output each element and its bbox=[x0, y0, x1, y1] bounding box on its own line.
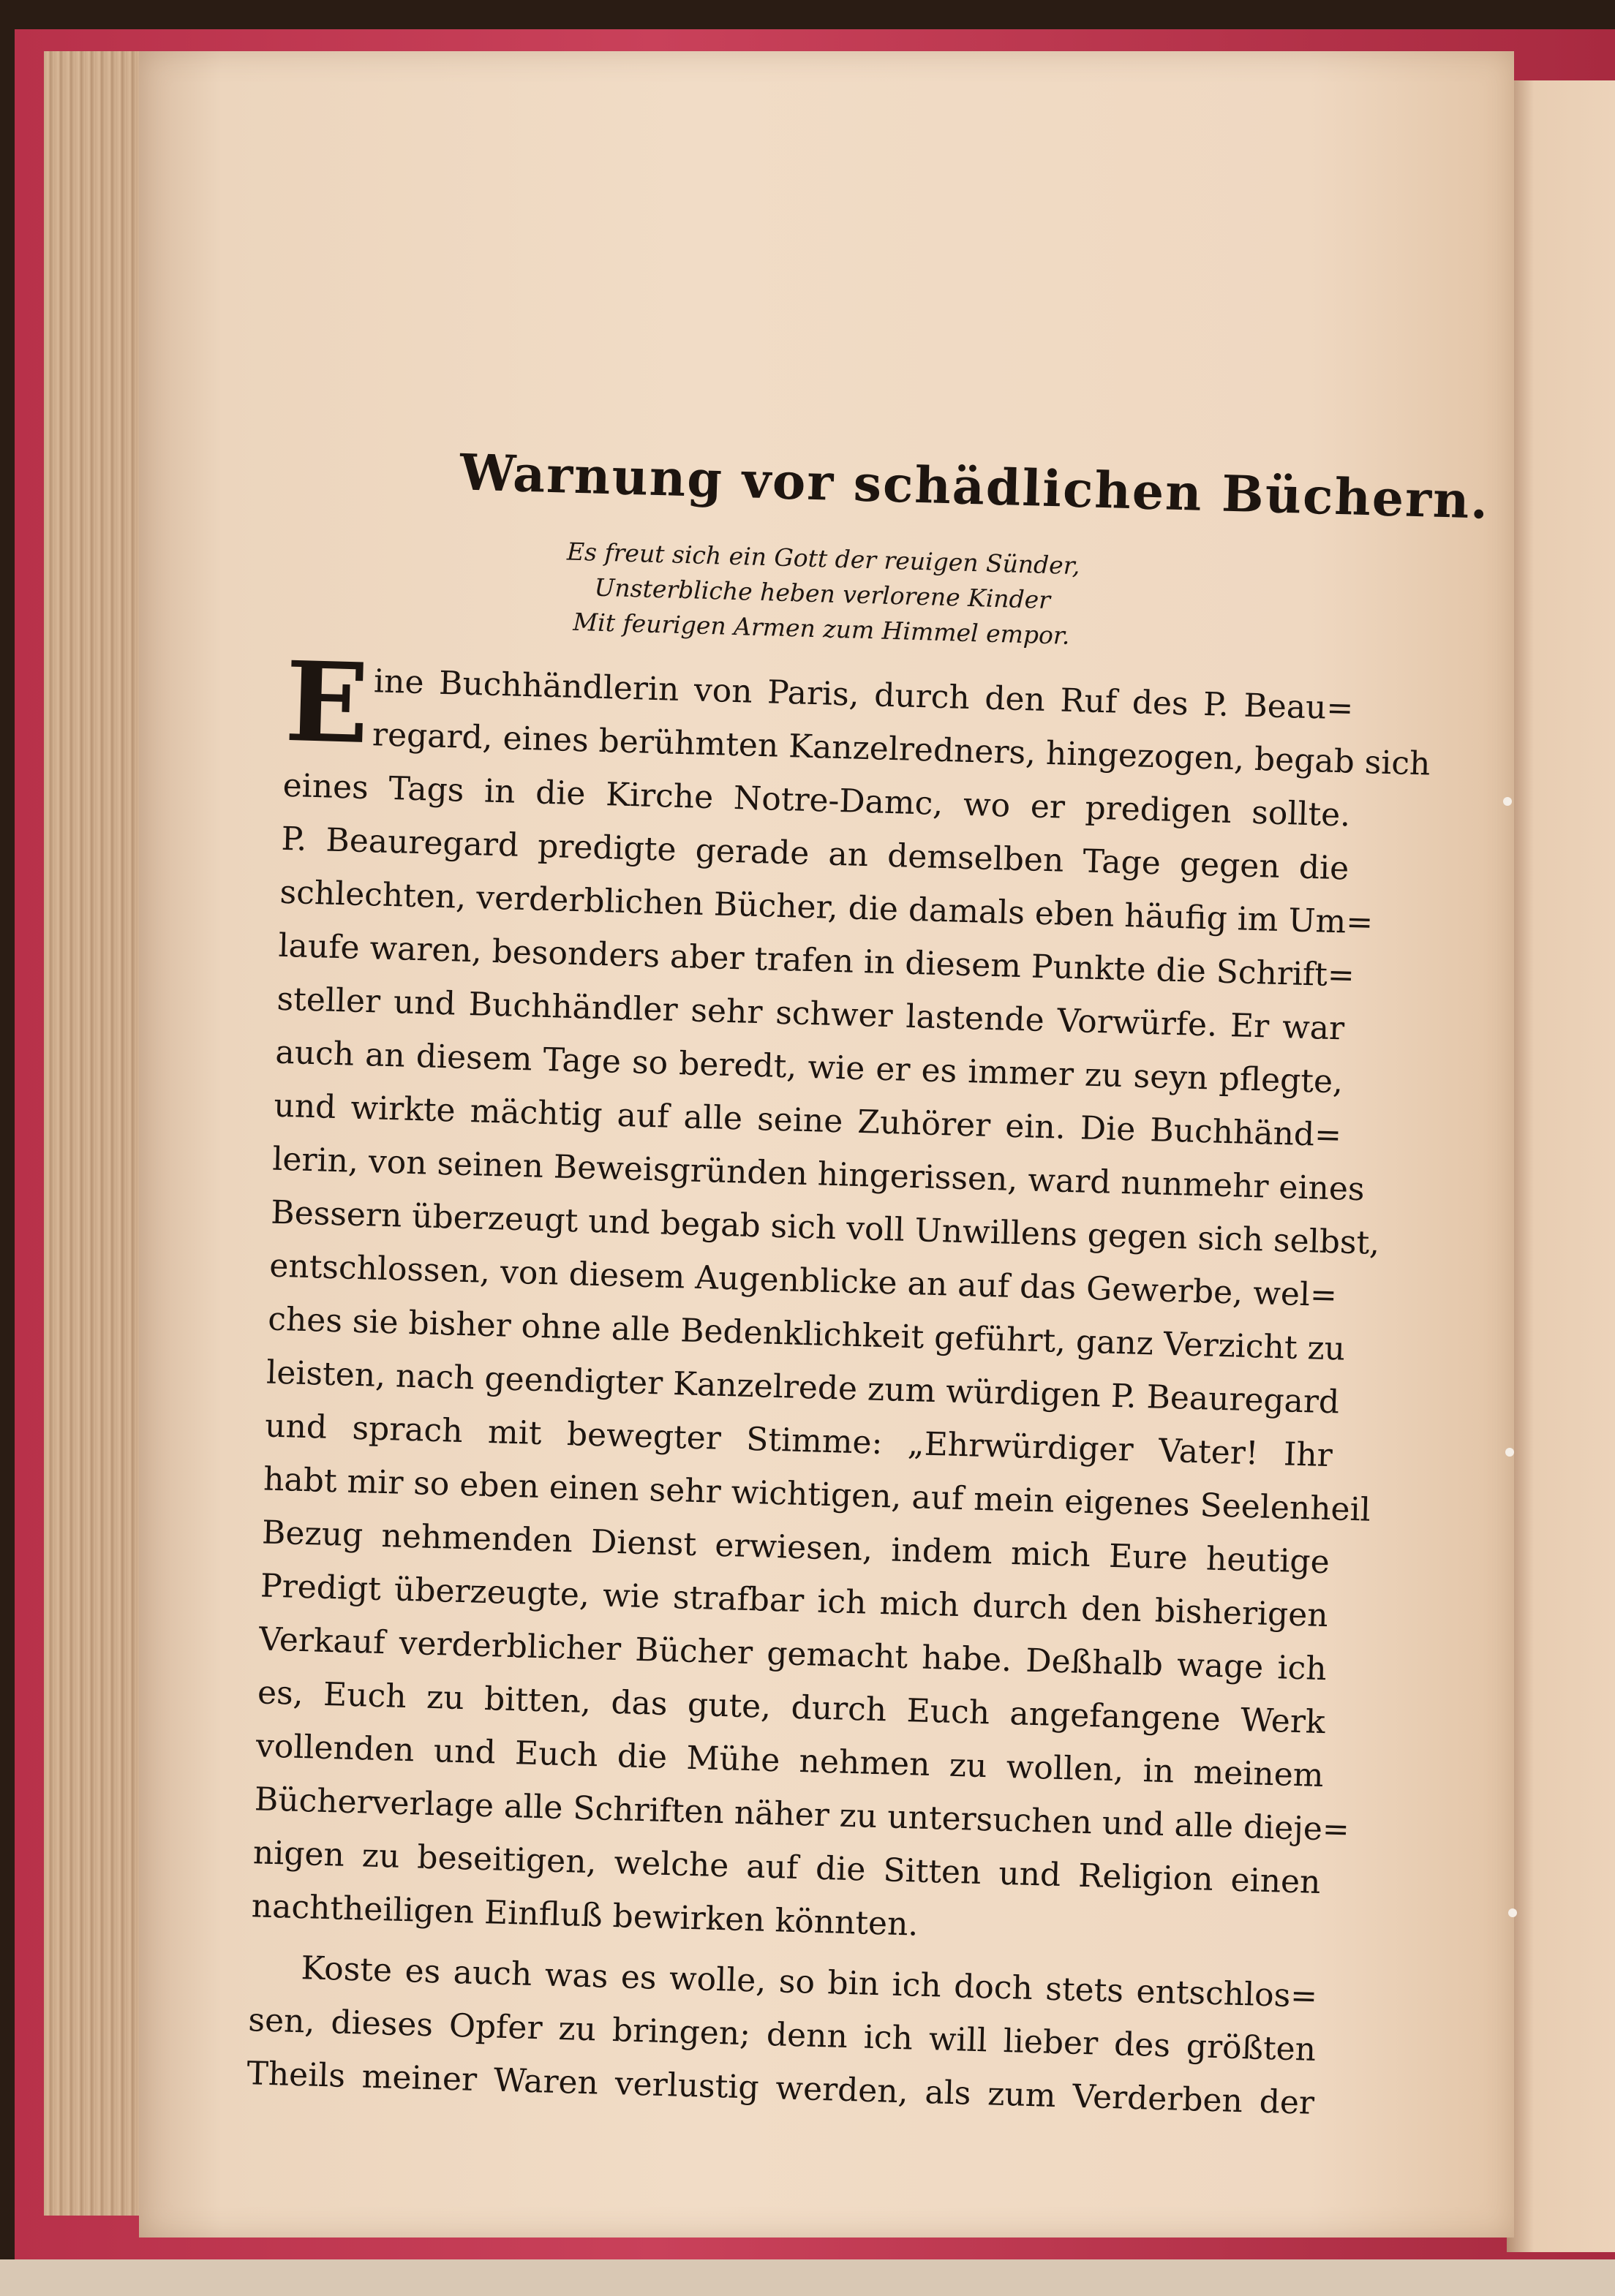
text-line: regard, eines berühmten Kanzelredners, hingezogen, begab sich bbox=[372, 716, 1431, 783]
text-line: Theils meiner Waren verlustig werden, als zum Verderben der bbox=[246, 2055, 1315, 2122]
text-line: und wirkte mächtig auf alle seine Zuhörer ein. Die Buchhänd= bbox=[273, 1087, 1342, 1155]
text-line: leisten, nach geendigter Kanzelrede zum würdigen P. Beauregard bbox=[266, 1353, 1340, 1421]
drop-cap: E bbox=[283, 637, 371, 769]
text-line: habt mir so eben einen sehr wichtigen, auf mein eigenes Seelenheil bbox=[263, 1460, 1371, 1529]
text-line: und sprach mit bewegter Stimme: „Ehrwürdiger Vater! Ihr bbox=[264, 1407, 1333, 1475]
paragraph-1 bbox=[251, 637, 1431, 1963]
text-line: ches sie bisher ohne alle Bedenklichkeit geführt, ganz Verzicht zu bbox=[267, 1300, 1346, 1368]
text-line: vollenden und Euch die Mühe nehmen zu wollen, in meinem bbox=[255, 1727, 1325, 1795]
verse-line: Es freut sich ein Gott der reuigen Sünder, bbox=[566, 537, 1080, 581]
text-line: Verkauf verderblicher Bücher gemacht habe. Deßhalb wage ich bbox=[258, 1620, 1328, 1688]
text-line: es, Euch zu bitten, das gute, durch Euch angefangene Werk bbox=[257, 1674, 1326, 1742]
text-line: Bessern überzeugt und begab sich voll Unwillens gegen sich selbst, bbox=[270, 1193, 1380, 1262]
text-line: sen, dieses Opfer zu bringen; denn ich will lieber des größten bbox=[247, 2001, 1317, 2069]
paragraph-2 bbox=[246, 1940, 1319, 2130]
verse-line: Mit feurigen Armen zum Himmel empor. bbox=[572, 607, 1071, 650]
text-line: steller und Buchhändler sehr schwer lastende Vorwürfe. Er war bbox=[276, 980, 1345, 1048]
adjacent-page bbox=[1507, 80, 1615, 2252]
text-line: entschlossen, von diesem Augenblicke an auf das Gewerbe, wel= bbox=[268, 1247, 1338, 1315]
binding-stitch bbox=[1505, 1448, 1514, 1457]
article-title: Warnung vor schädlichen Büchern. bbox=[459, 443, 1491, 531]
binding-stitch bbox=[1508, 1908, 1517, 1917]
epigraph-verse bbox=[287, 526, 1358, 662]
text-line: Predigt überzeugte, wie strafbar ich mich durch den bisherigen bbox=[260, 1567, 1329, 1635]
article bbox=[246, 439, 1491, 2130]
text-line: laufe waren, besonders aber trafen in diesem Punkte die Schrift= bbox=[277, 926, 1355, 994]
text-line: auch an diesem Tage so beredt, wie er es immer zu seyn pflegte, bbox=[274, 1033, 1344, 1101]
text-line: eines Tags in die Kirche Notre-Damc, wo er predigen sollte. bbox=[282, 766, 1351, 834]
text-line: nigen zu beseitigen, welche auf die Sitten und Religion einen bbox=[252, 1834, 1322, 1902]
text-line: P. Beauregard predigte gerade an demselben Tage gegen die bbox=[281, 820, 1349, 888]
text-line: lerin, von seinen Beweisgründen hingerissen, ward nunmehr eines bbox=[271, 1140, 1366, 1209]
verse-line: Unsterbliche heben verlorene Kinder bbox=[594, 573, 1051, 615]
text-line: Koste es auch was es wolle, so bin ich doch stets entschlos= bbox=[300, 1949, 1318, 2015]
background-surface bbox=[0, 2259, 1615, 2296]
text-line: ine Buchhändlerin von Paris, durch den Ruf des P. Beau= bbox=[373, 662, 1354, 728]
text-line: schlechten, verderblichen Bücher, die damals eben häufig im Um= bbox=[279, 873, 1374, 942]
binding-stitch bbox=[1503, 797, 1512, 806]
text-line-last: nachtheiligen Einfluß bewirken könnten. bbox=[251, 1887, 919, 1944]
text-line: Bücherverlage alle Schriften näher zu untersuchen und alle dieje= bbox=[254, 1780, 1350, 1849]
text-line: Bezug nehmenden Dienst erwiesen, indem mich Eure heutige bbox=[261, 1514, 1330, 1582]
